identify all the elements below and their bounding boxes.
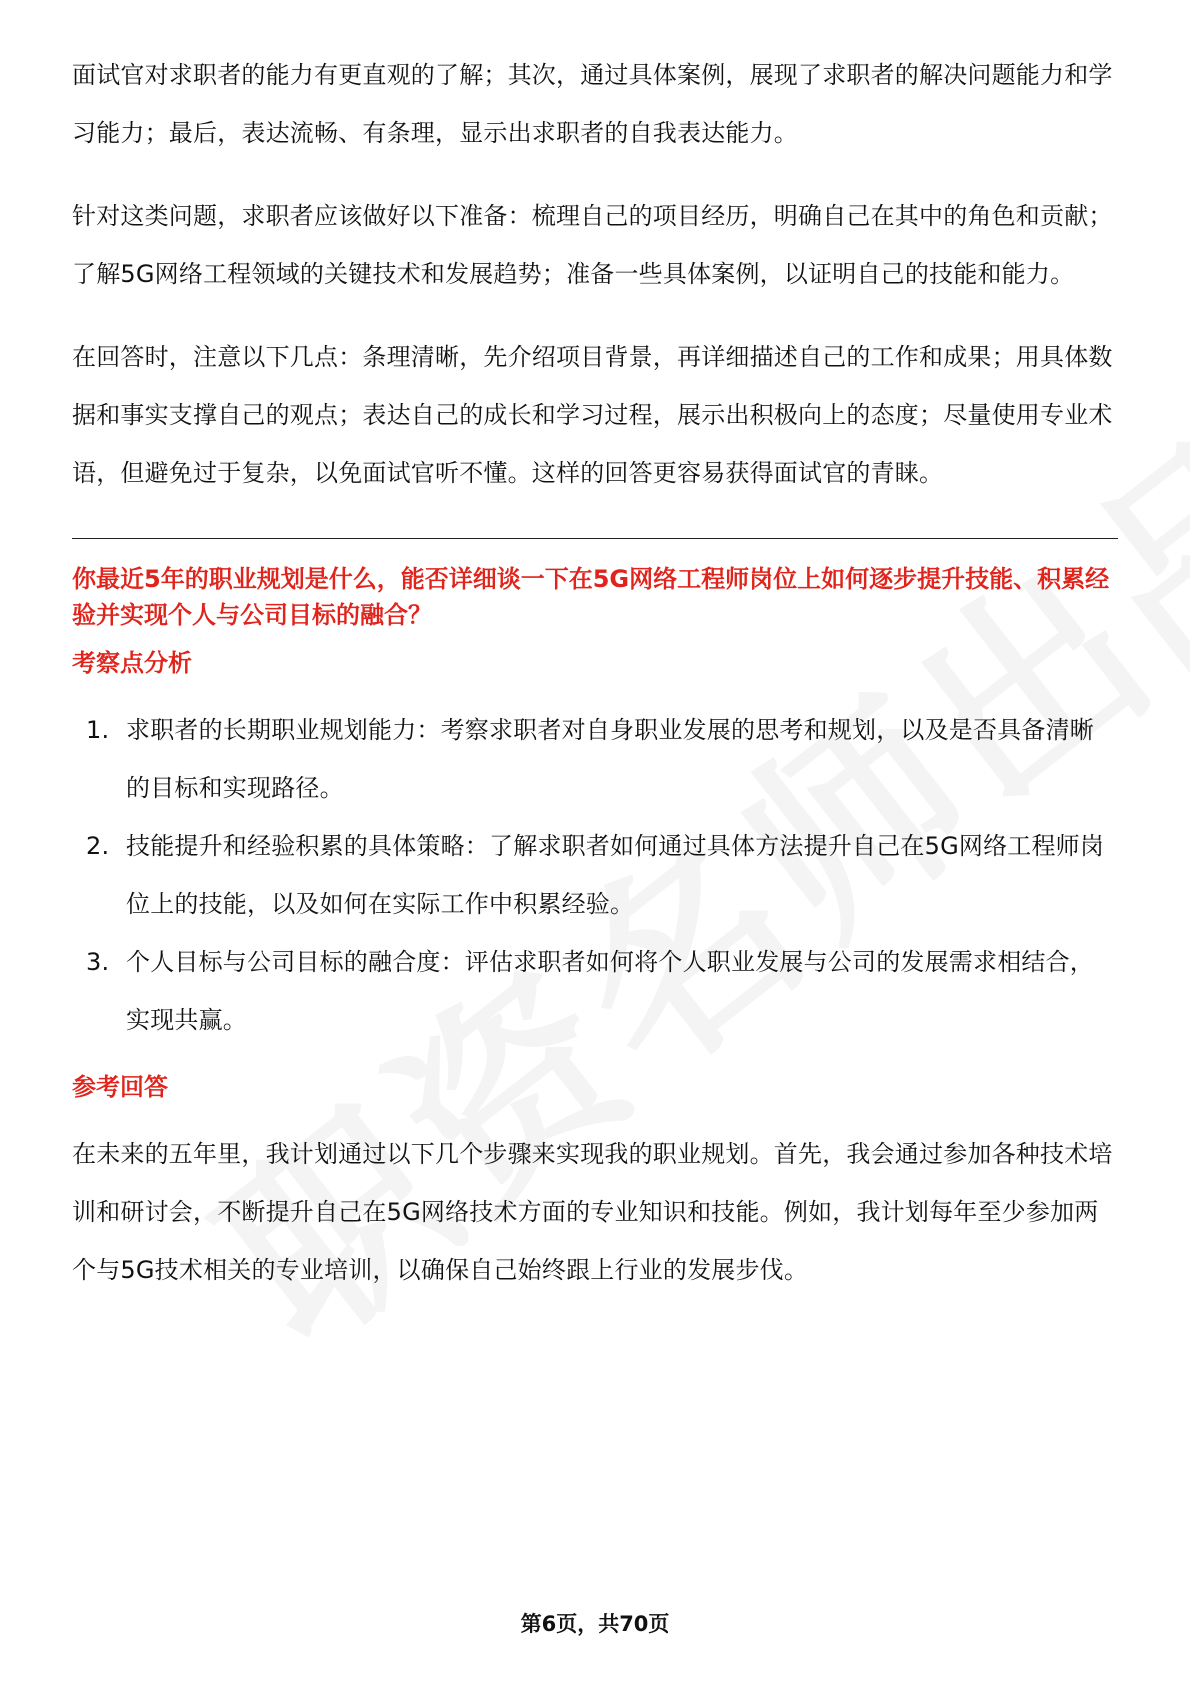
paragraph-continuation: 面试官对求职者的能力有更直观的了解；其次，通过具体案例，展现了求职者的解决问题能力和学习能力；最后，表达流畅、有条理，显示出求职者的自我表达能力。: [72, 61, 1113, 147]
list-item-number: 2.: [86, 832, 110, 860]
list-item-number: 1.: [86, 716, 110, 744]
analysis-heading: 考察点分析: [72, 649, 192, 677]
list-item-text: 技能提升和经验积累的具体策略：了解求职者如何通过具体方法提升自己在5G网络工程师岗位上的技能，以及如何在实际工作中积累经验。: [126, 832, 1105, 918]
page-content: [72, 46, 1118, 1324]
page-footer: 第6页，共70页: [520, 1612, 670, 1636]
list-item-text: 求职者的长期职业规划能力：考察求职者对自身职业发展的思考和规划，以及是否具备清晰的目标和实现路径。: [126, 716, 1094, 802]
list-item: [72, 701, 1118, 817]
list-item: [72, 933, 1118, 1049]
paragraph-answer-tips: 在回答时，注意以下几点：条理清晰，先介绍项目背景，再详细描述自己的工作和成果；用具体数据和事实支撑自己的观点；表达自己的成长和学习过程，展示出积极向上的态度；尽量使用专业术语，但避免过于复杂，以免面试官听不懂。这样的回答更容易获得面试官的青睐。: [72, 343, 1113, 487]
section-divider: [72, 538, 1118, 539]
list-item: [72, 817, 1118, 933]
interview-question: 你最近5年的职业规划是什么，能否详细谈一下在5G网络工程师岗位上如何逐步提升技能、积累经验并实现个人与公司目标的融合？: [72, 565, 1110, 629]
reference-heading: 参考回答: [72, 1073, 168, 1101]
paragraph-preparation: 针对这类问题，求职者应该做好以下准备：梳理自己的项目经历，明确自己在其中的角色和贡献；了解5G网络工程领域的关键技术和发展趋势；准备一些具体案例，以证明自己的技能和能力。: [72, 202, 1113, 288]
analysis-list: [72, 701, 1118, 1049]
list-item-text: 个人目标与公司目标的融合度：评估求职者如何将个人职业发展与公司的发展需求相结合，实现共赢。: [126, 948, 1094, 1034]
reference-answer-paragraph: 在未来的五年里，我计划通过以下几个步骤来实现我的职业规划。首先，我会通过参加各种技术培训和研讨会，不断提升自己在5G网络技术方面的专业知识和技能。例如，我计划每年至少参加两个与5G技术相关的专业培训，以确保自己始终跟上行业的发展步伐。: [72, 1140, 1113, 1284]
list-item-number: 3.: [86, 948, 110, 976]
